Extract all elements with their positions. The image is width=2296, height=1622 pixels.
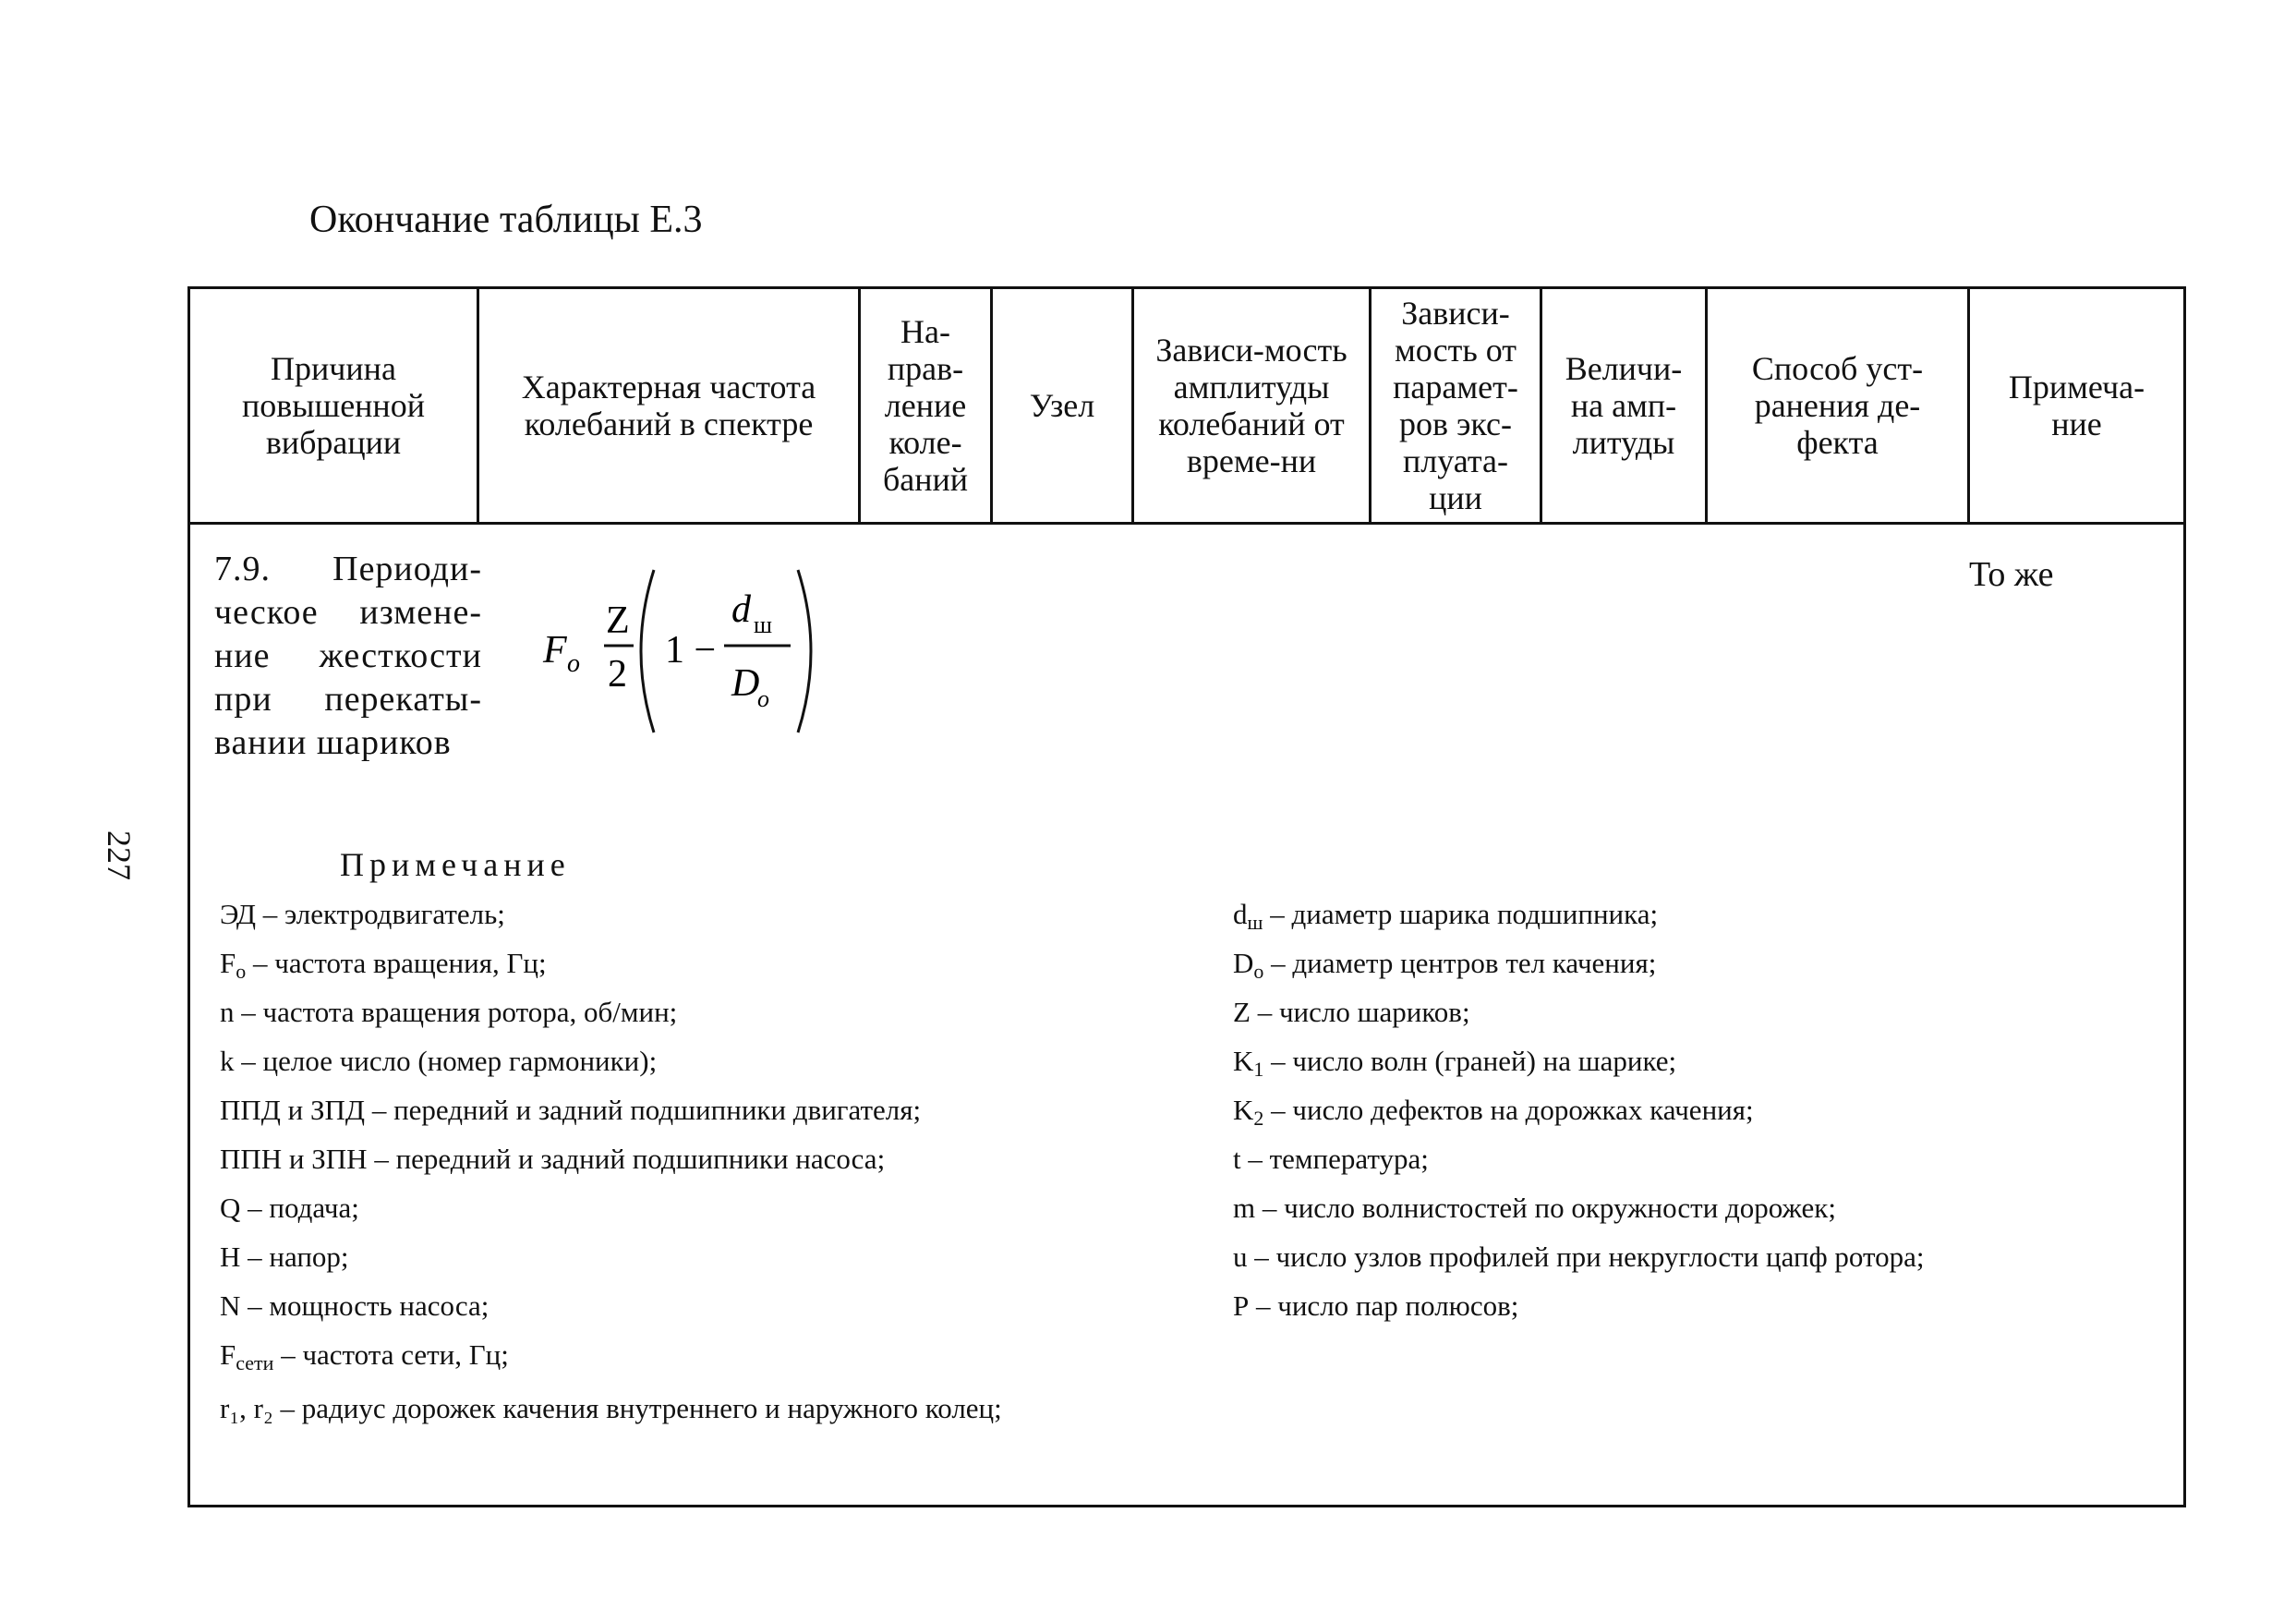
header-time-dependence: Зависи-мость амплитуды колебаний от време-ни [1155, 332, 1347, 479]
formula-f: F [543, 629, 567, 672]
page-number: 227 [101, 830, 138, 880]
note-line: $F_{сети}$ – частота сети, Гц; [220, 1338, 509, 1374]
right-paren [798, 570, 811, 732]
note-line: $K_2$ – число дефектов на дорожках качения; [1233, 1094, 1754, 1130]
header-frequency: Характерная частота колебаний в спектре [521, 369, 816, 442]
row-cause: 7.9. Периоди-ческое измене-ние жесткости при перекаты-вании шариков [214, 550, 482, 762]
formula-d: d [731, 588, 751, 631]
note-line: r₁, r₂ – радиус дорожек качения внутреннего и наружного колец; [220, 1392, 1002, 1424]
formula-two: 2 [608, 653, 627, 696]
note-line: Q – подача; [220, 1192, 359, 1224]
header-cause: Причина повышенной вибрации [242, 350, 425, 461]
formula-D-sub: o [757, 685, 769, 712]
note-line: $F_o$ – частота вращения, Гц; [220, 947, 547, 983]
header-node: Узел [1029, 387, 1095, 424]
note-line: H – напор; [220, 1241, 349, 1273]
note-line: ППД и ЗПД – передний и задний подшипники двигателя; [220, 1094, 922, 1126]
table-caption: Окончание таблицы Е.3 [309, 199, 703, 241]
note-line: ЭД – электродвигатель; [220, 898, 505, 930]
note-line: t – температура; [1233, 1143, 1429, 1175]
header-direction: На-прав-ление коле-баний [882, 313, 969, 498]
note-line: Z – число шариков; [1233, 996, 1470, 1028]
note-line: u – число узлов профилей при некруглости цапф ротора; [1233, 1241, 1925, 1273]
note-line: N – мощность насоса; [220, 1289, 489, 1322]
header-note: Примеча-ние [2008, 369, 2145, 442]
note-line: $D_o$ – диаметр центров тел качения; [1233, 947, 1657, 983]
notes-title: Примечание [340, 846, 571, 883]
header-divider [187, 522, 2186, 525]
note-line: $d_ш$ – диаметр шарика подшипника; [1233, 898, 1659, 934]
header-amplitude: Величи-на амп-литуды [1565, 350, 1683, 461]
note-line: n – частота вращения ротора, об/мин; [220, 996, 678, 1028]
header-operation-dependence: Зависи-мость от парамет-ров экс-плуата-ции [1393, 295, 1518, 516]
formula-z: Z [606, 599, 630, 642]
frequency-formula [536, 559, 831, 744]
formula-one-minus: 1 − [665, 629, 717, 672]
row-note: То же [1969, 555, 2054, 594]
header-remedy: Способ уст-ранения де-фекта [1751, 350, 1924, 461]
left-paren [641, 570, 654, 732]
note-line: m – число волнистостей по окружности дорожек; [1233, 1192, 1836, 1224]
note-line: $K_1$ – число волн (граней) на шарике; [1233, 1045, 1677, 1081]
note-line: ППН и ЗПН – передний и задний подшипники насоса; [220, 1143, 886, 1175]
note-line: P – число пар полюсов; [1233, 1289, 1519, 1322]
formula-d-sub: ш [754, 611, 773, 638]
formula-D: D [731, 662, 760, 705]
formula-f-sub: o [567, 649, 580, 678]
note-line: k – целое число (номер гармоники); [220, 1045, 658, 1077]
